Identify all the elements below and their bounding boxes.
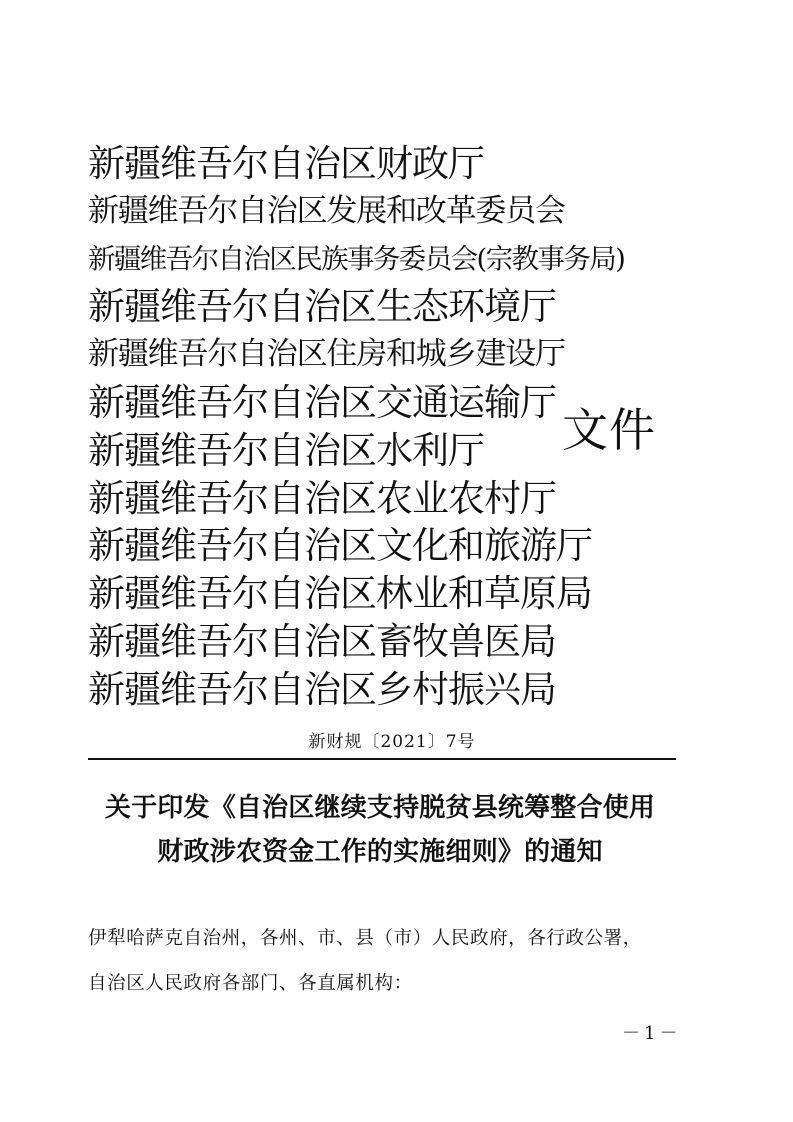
issuer-culture-tourism-department: 新疆维吾尔自治区文化和旅游厅: [88, 524, 592, 568]
header-divider: [88, 758, 676, 760]
issuer-water-resources-department: 新疆维吾尔自治区水利厅: [88, 428, 484, 472]
document-title: [80, 786, 680, 874]
document-type-label: 文件: [562, 403, 656, 457]
page-number: －1－: [622, 1023, 682, 1044]
salutation-line-1: 伊犁哈萨克自治州，各州、市、县（市）人民政府，各行政公署，: [88, 928, 642, 949]
issuer-development-reform-commission: 新疆维吾尔自治区发展和改革委员会: [88, 192, 565, 229]
issuer-ecology-environment-department: 新疆维吾尔自治区生态环境厅: [88, 285, 556, 329]
salutation: [88, 916, 688, 1006]
issuer-ethnic-affairs-commission: 新疆维吾尔自治区民族事务委员会(宗教事务局): [88, 242, 625, 275]
issuer-animal-husbandry-veterinary-bureau: 新疆维吾尔自治区畜牧兽医局: [88, 619, 556, 663]
salutation-line-2: 自治区人民政府各部门、各直属机构：: [88, 973, 413, 994]
document-number: 新财规〔2021〕7号: [308, 732, 476, 752]
issuer-transport-department: 新疆维吾尔自治区交通运输厅: [88, 380, 556, 424]
issuer-finance-department: 新疆维吾尔自治区财政厅: [88, 142, 484, 185]
issuer-housing-construction-department: 新疆维吾尔自治区住房和城乡建设厅: [88, 336, 565, 373]
title-line-1: 关于印发《自治区继续支持脱贫县统筹整合使用: [104, 793, 656, 823]
issuer-forestry-grassland-bureau: 新疆维吾尔自治区林业和草原局: [88, 572, 592, 616]
title-line-2: 财政涉农资金工作的实施细则》的通知: [157, 837, 603, 867]
issuer-rural-revitalization-bureau: 新疆维吾尔自治区乡村振兴局: [88, 667, 556, 711]
issuer-agriculture-rural-department: 新疆维吾尔自治区农业农村厅: [88, 476, 556, 520]
